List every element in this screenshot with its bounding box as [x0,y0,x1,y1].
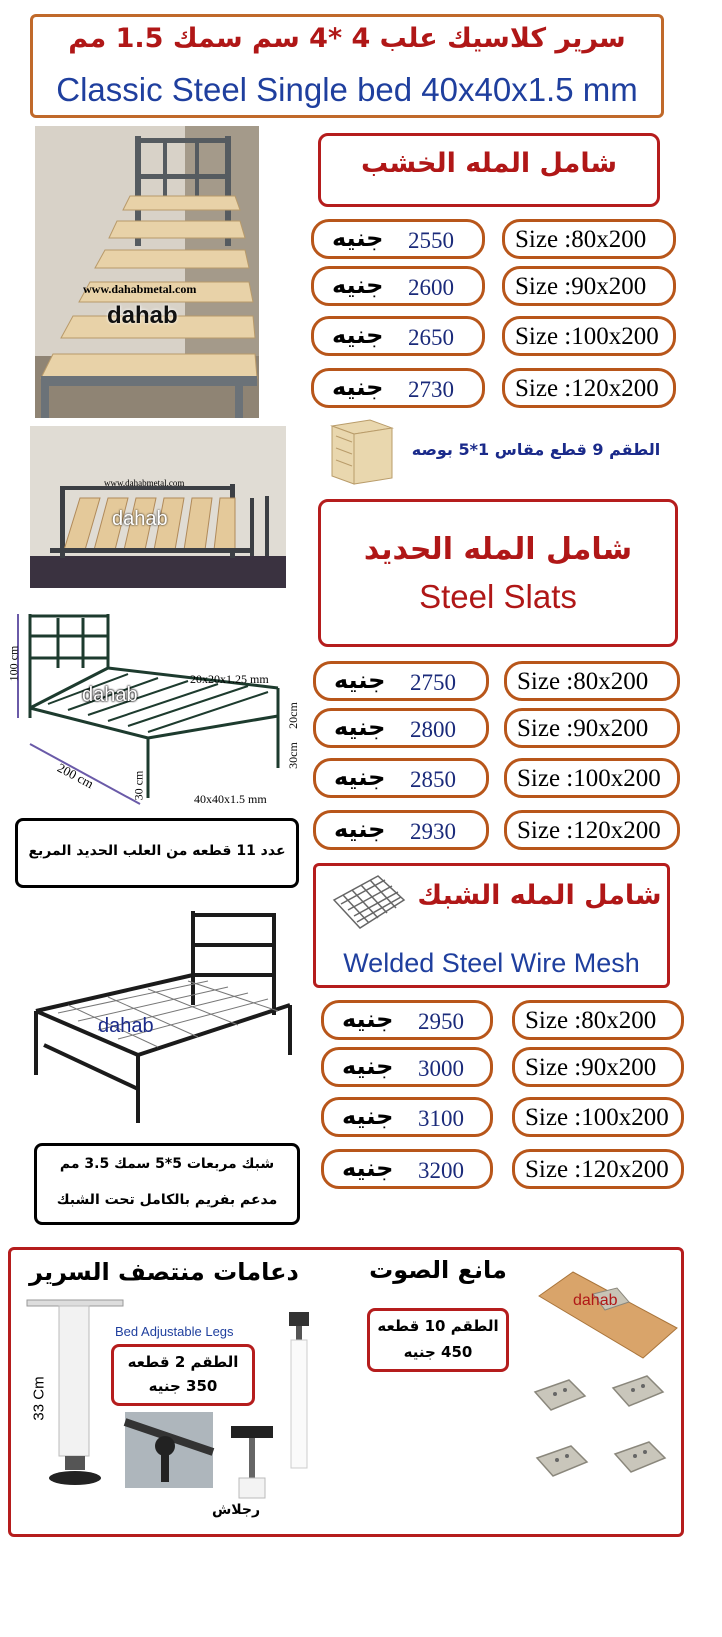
wood-size-pill [502,316,676,356]
size-label: Size :90x200 [517,715,649,742]
currency-label: جنيه [342,1005,394,1033]
price-value: 2730 [408,377,454,402]
supports-title: دعامات منتصف السرير [29,1258,299,1286]
adjustable-foot-icon [217,1418,287,1508]
silencer-price-label: 450 جنيه [403,1343,473,1361]
currency-label: جنيه [342,1154,394,1182]
steel-size-pill [504,661,680,701]
legs-caption: Bed Adjustable Legs [115,1324,234,1339]
currency-label: جنيه [332,271,384,299]
wood-section-title: شامل المله الخشب [360,148,618,179]
steel-price-pill [313,758,489,798]
mesh-section-title-box [313,863,670,988]
price-value: 2850 [410,767,456,792]
price-value: 3000 [418,1056,464,1081]
mesh-price-pill [321,1097,493,1137]
size-label: Size :100x200 [525,1104,669,1131]
accessories-box [8,1247,684,1537]
wood-planks-image [330,418,394,486]
mesh-size-pill [512,1000,684,1040]
price-value: 3200 [418,1158,464,1183]
currency-label: جنيه [334,815,386,843]
size-label: Size :80x200 [517,668,649,695]
price-value: 3100 [418,1106,464,1131]
wood-price-pill [311,368,485,408]
size-label: Size :120x200 [515,375,659,402]
steel-section-subtitle: Steel Slats [419,578,577,615]
mesh-note-box [34,1143,300,1225]
mesh-size-pill [512,1097,684,1137]
wood-price-pill [311,316,485,356]
size-label: Size :90x200 [525,1054,657,1081]
leg-height-label: 33 Cm [30,1376,48,1421]
currency-label: جنيه [332,373,384,401]
wood-note: الطقم 9 قطع مقاس 1*5 بوصه [411,440,661,459]
steel-price-pill [313,810,489,850]
mesh-price-pill [321,1047,493,1087]
wood-bed-photo [35,126,259,418]
silencer-set-label: الطقم 10 قطعه [377,1317,499,1335]
legs-price-box [111,1344,255,1406]
wood-size-pill [502,219,676,259]
wood-section-title-box [318,133,660,207]
steel-size-pill [504,758,680,798]
header-english-title: Classic Steel Single bed 40x40x1.5 mm [56,71,638,108]
mesh-note-line1: شبك مربعات 5*5 سمك 3.5 مم [59,1156,275,1172]
size-label: Size :100x200 [515,323,659,350]
price-value: 2800 [410,717,456,742]
silencer-slat-photo [533,1268,679,1364]
mesh-size-pill [512,1149,684,1189]
size-label: Size :80x200 [515,226,647,253]
silencer-price-box [367,1308,509,1372]
dim-slat: 20x20x1.25 mm [190,672,269,686]
price-value: 2750 [410,670,456,695]
mesh-bed-image [28,905,310,1133]
size-label: Size :120x200 [517,817,661,844]
wood-size-pill [502,266,676,306]
legs-set-label: الطقم 2 قطعه [127,1353,239,1371]
feet-photo [125,1412,213,1488]
header-banner [30,14,664,118]
wood-price-pill [311,219,485,259]
price-value: 2950 [418,1009,464,1034]
watermark-brand: dahab [107,302,178,329]
steel-note-box [15,818,299,888]
watermark-brand-5: dahab [573,1292,618,1309]
size-label: Size :100x200 [517,765,661,792]
watermark-website: www.dahabmetal.com [83,282,197,296]
header-arabic-title: سرير كلاسيك علب 4 *4 سم سمك 1.5 مم [68,23,626,54]
watermark-brand-4: dahab [98,1015,154,1037]
wood-price-pill [311,266,485,306]
dim-side: 20cm [285,702,300,729]
mesh-note-line2: مدعم بفريم بالكامل تحت الشبك [56,1192,278,1208]
legs-price-label: 350 جنيه [148,1377,218,1395]
mesh-size-pill [512,1047,684,1087]
wire-mesh-icon [328,870,408,940]
size-label: Size :120x200 [525,1156,669,1183]
steel-size-pill [504,708,680,748]
mesh-section-subtitle: Welded Steel Wire Mesh [343,948,640,978]
dim-height: 100 cm [6,645,21,682]
currency-label: جنيه [334,713,386,741]
dim-length: 200 cm [54,759,97,792]
watermark-brand-3: dahab [82,684,138,706]
silencer-clips-icon [529,1370,679,1500]
price-value: 2930 [410,819,456,844]
watermark-website-2: www.dahabmetal.com [104,478,185,488]
price-value: 2650 [408,325,454,350]
price-value: 2550 [408,228,454,253]
steel-note: عدد 11 قطعه من العلب الحديد المربع [28,843,286,859]
currency-label: جنيه [334,763,386,791]
feet-label: رجلاش [211,1502,261,1518]
currency-label: جنيه [332,321,384,349]
steel-section-title-box [318,499,678,647]
wood-size-pill [502,368,676,408]
steel-bed-diagram [8,608,312,814]
currency-label: جنيه [334,666,386,694]
silencer-title: مانع الصوت [369,1256,507,1284]
mesh-price-pill [321,1149,493,1189]
dim-leg-side: 30cm [285,742,300,769]
wood-bed-photo-2 [30,426,286,588]
steel-section-title: شامل المله الحديد [363,532,633,567]
size-label: Size :80x200 [525,1007,657,1034]
dim-tube: 40x40x1.5 mm [194,792,267,806]
currency-label: جنيه [342,1102,394,1130]
mesh-price-pill [321,1000,493,1040]
size-label: Size :90x200 [515,273,647,300]
dim-leg: 30 cm [131,770,146,801]
mesh-section-title: شامل المله الشبك [417,880,662,911]
steel-price-pill [313,708,489,748]
steel-price-pill [313,661,489,701]
currency-label: جنيه [332,224,384,252]
price-value: 2600 [408,275,454,300]
watermark-brand-2: dahab [112,508,168,530]
currency-label: جنيه [342,1052,394,1080]
center-support-icon [279,1308,319,1478]
steel-size-pill [504,810,680,850]
